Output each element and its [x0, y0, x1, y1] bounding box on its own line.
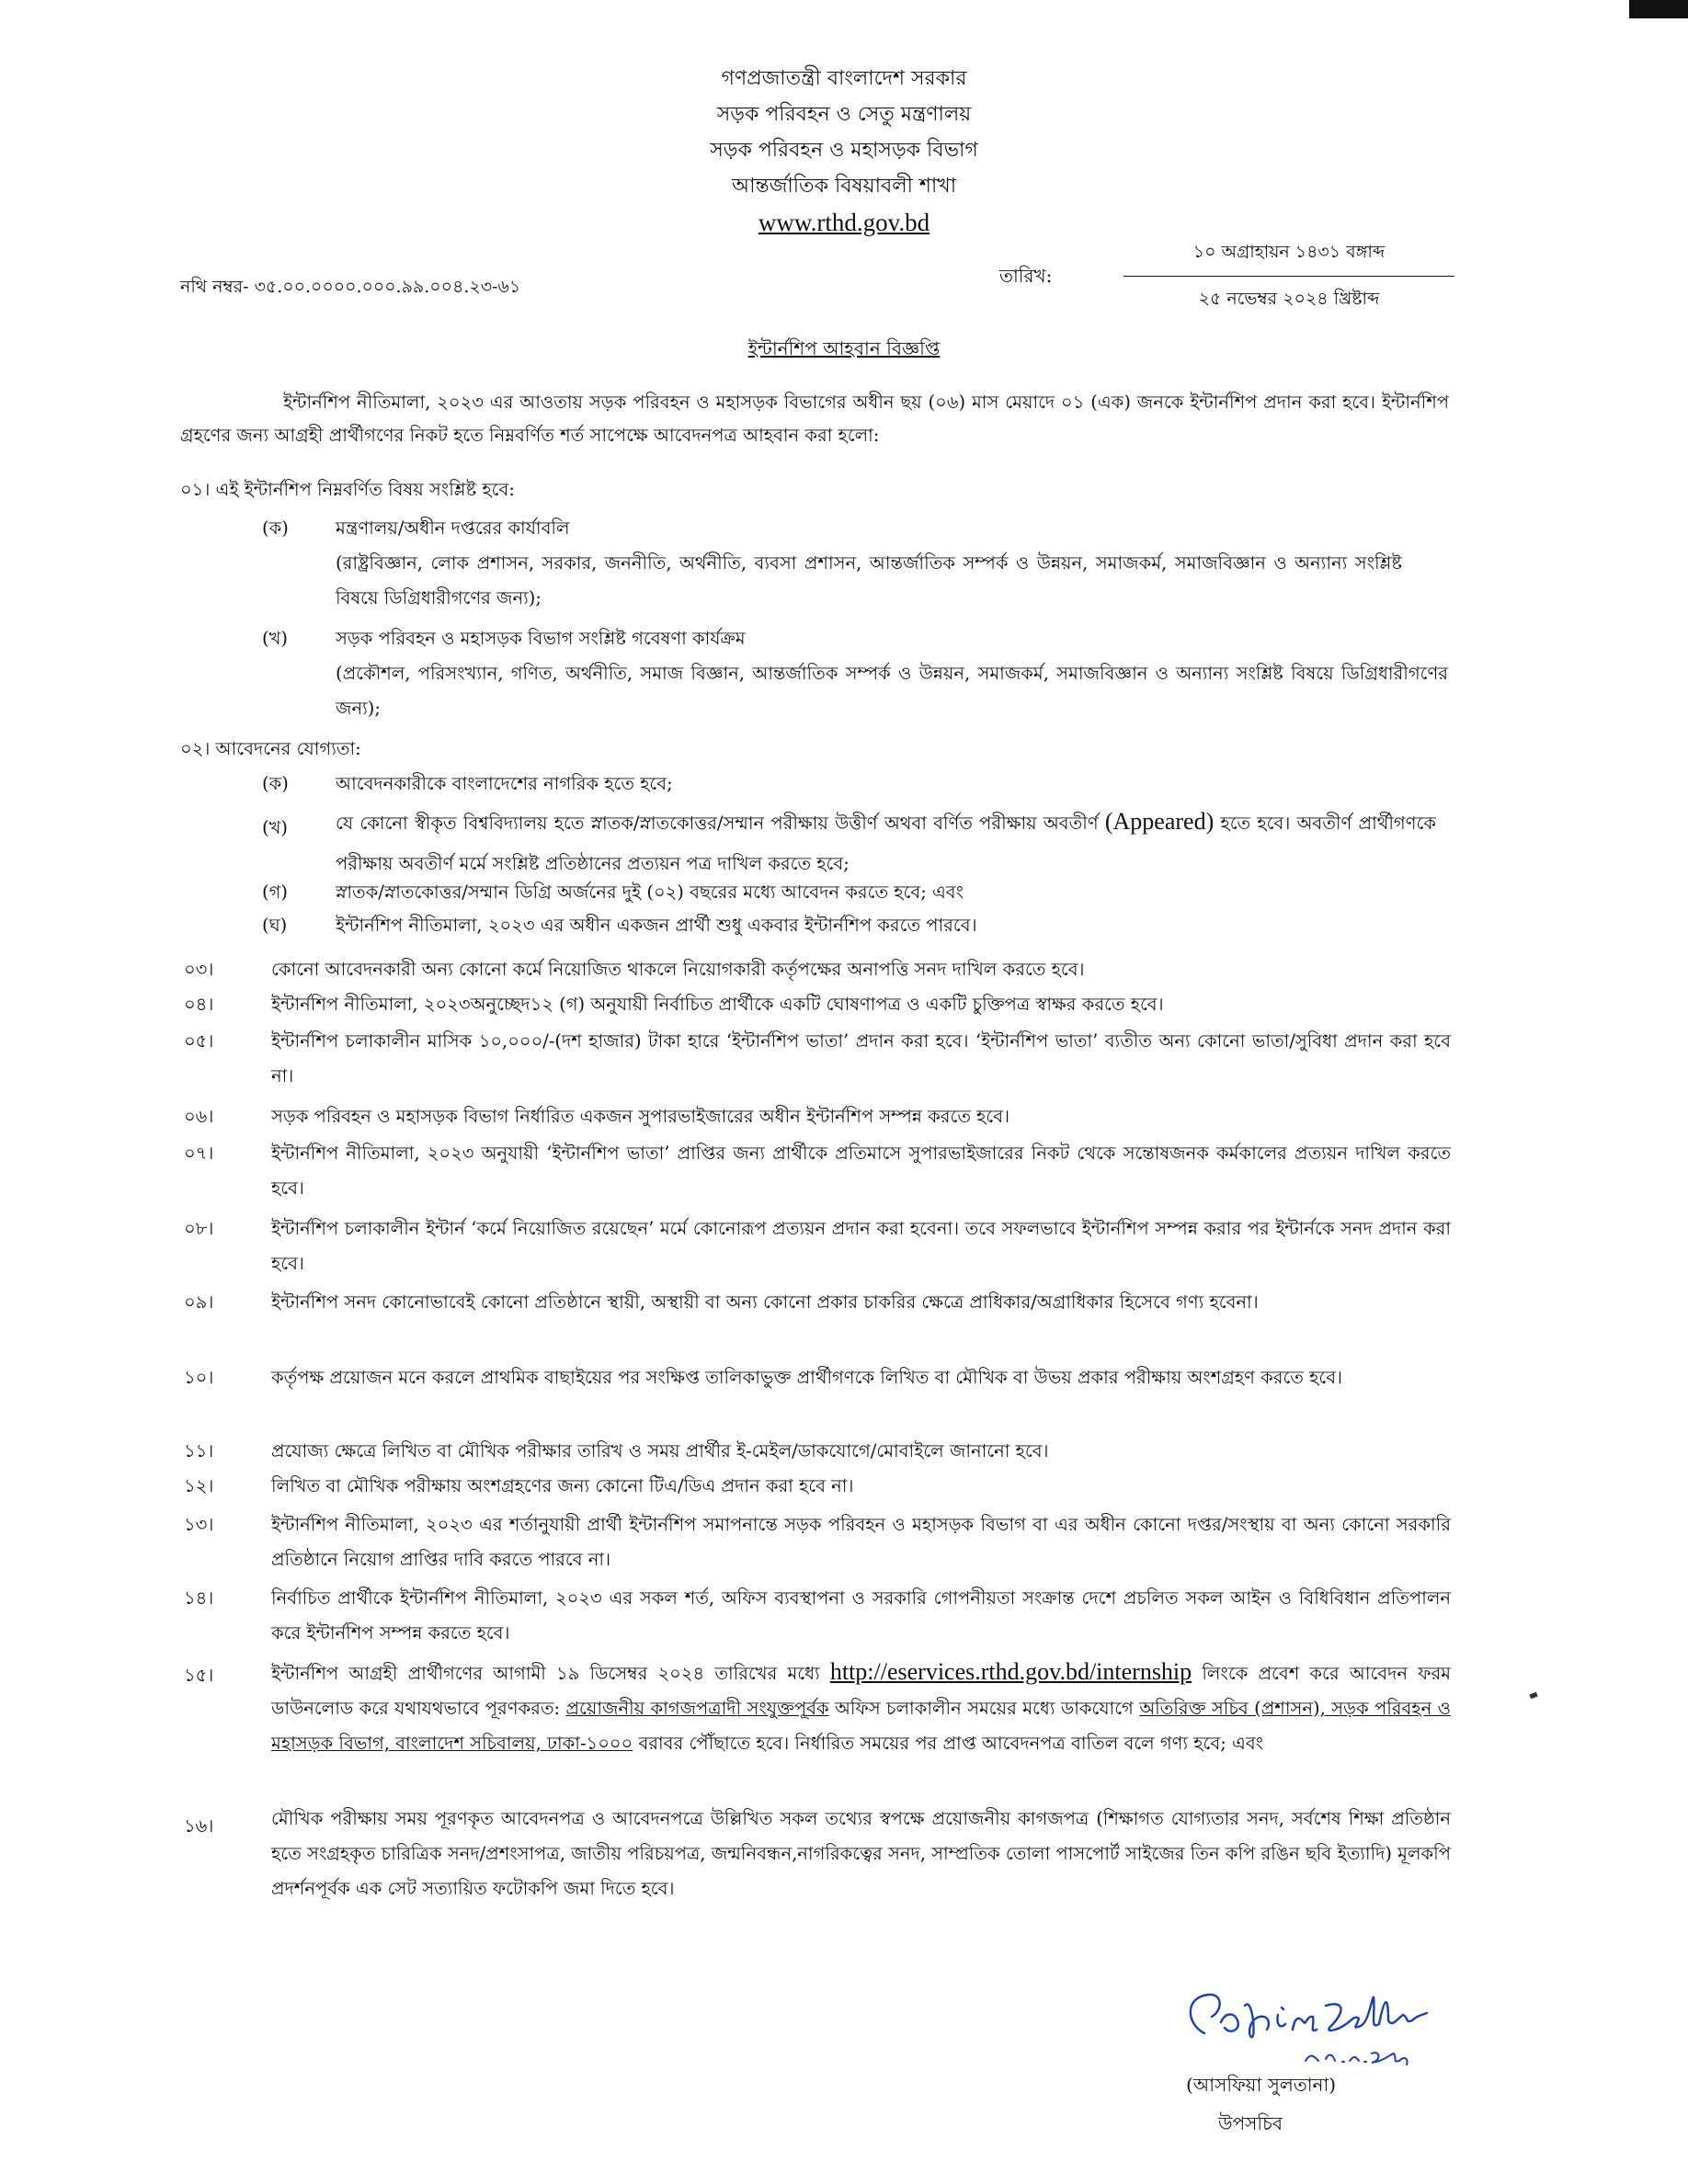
item-text: ইন্টার্নশিপ আগ্রহী প্রার্থীগণের আগামী ১৯ ডিসেম্বর ২০২৪ তারিখের মধ্যে http://eservices.rthd.gov.bd/internship লিংকে প্রবেশ করে আবেদন ফরম ডাউনলোড করে যথাযথভাবে পূরণকরত: প্রয়োজনীয় কাগজপত্রাদী সংযুক্তপূর্বক অফিস চলাকালীন সময়ের মধ্যে ডাকযোগে অতিরিক্ত সচিব (প্রশাসন), সড়ক পরিবহন ও মহাসড়ক বিভাগ, বাংলাদেশ সচিবালয়, ঢাকা-১০০০ বরাবর পৌঁছাতে হবে। নির্ধারিত সময়ের পর প্রাপ্ত আবেদনপত্র বাতিল বলে গণ্য হবে; এবং — [271, 1658, 1452, 1754]
item-number: ১৪। — [184, 1587, 214, 1609]
date-divider — [1123, 276, 1454, 277]
item-marker: (খ) — [262, 817, 289, 838]
item-marker: (খ) — [262, 628, 289, 649]
item-text: স্নাতক/স্নাতকোত্তর/সম্মান ডিগ্রি অর্জনের দুই (০২) বছরের মধ্যে আবেদন করতে হবে; এবং — [336, 882, 964, 903]
item-number: ১২। — [184, 1475, 214, 1496]
item-title: মন্ত্রণালয়/অধীন দপ্তরের কার্যাবলি — [336, 518, 570, 539]
item-text: কর্তৃপক্ষ প্রয়োজন মনে করলে প্রাথমিক বাছাইয়ের পর সংক্ষিপ্ত তালিকাভুক্ত প্রার্থীগণকে লিখিত বা মৌখিক বা উভয় প্রকার পরীক্ষায় অংশগ্রহণ করতে হবে। — [271, 1367, 1343, 1388]
item-text: ইন্টার্নশিপ নীতিমালা, ২০২৩ এর শর্তানুযায়ী প্রার্থী ইন্টার্নশিপ সমাপনান্তে সড়ক পরিবহন ও মহাসড়ক বিভাগ বা এর অধীন কোনো দপ্তর/সংস্থায় বা অন্য কোনো সরকারি প্রতিষ্ঠানে নিয়োগ প্রাপ্তির দাবি করতে পারবে না। — [271, 1514, 1451, 1570]
item-number: ০৪। — [184, 994, 214, 1015]
intro-paragraph: ইন্টার্নশিপ নীতিমালা, ২০২৩ এর আওতায় সড়ক পরিবহন ও মহাসড়ক বিভাগের অধীন ছয় (০৬) মাস মেয়াদে ০১ (এক) জনকে ইন্টার্নশিপ প্রদান করা হবে। ইন্টার্নশিপ গ্রহণের জন্য আগ্রহী প্রার্থীগণের নিকট হতে নিম্নবর্ণিত শর্ত সাপেক্ষে আবেদনপত্র আহবান করা হলো: — [180, 392, 1449, 446]
item-text: ইন্টার্নশিপ সনদ কোনোভাবেই কোনো প্রতিষ্ঠানে স্থায়ী, অস্থায়ী বা অন্য কোনো প্রকার চাকরির ক্ষেত্রে প্রাধিকার/অগ্রাধিকার হিসেবে গণ্য হবেনা। — [271, 1291, 1259, 1313]
item-text: কোনো আবেদনকারী অন্য কোনো কর্মে নিয়োজিত থাকলে নিয়োগকারী কর্তৃপক্ষের অনাপত্তি সনদ দাখিল করতে হবে। — [271, 959, 1085, 980]
date-block — [1123, 233, 1454, 315]
item-number: ১১। — [184, 1440, 214, 1462]
item-text: ইন্টার্নশিপ চলাকালীন মাসিক ১০,০০০/-(দশ হাজার) টাকা হারে ‘ইন্টার্নশিপ ভাতা’ প্রদান করা হবে। ‘ইন্টার্নশিপ ভাতা’ ব্যতীত অন্য কোনো ভাতা/সুবিধা প্রদান করা হবে না। — [271, 1030, 1451, 1086]
memo-number: নথি নম্বর- ৩৫.০০.০০০০.০০০.৯৯.০০৪.২৩-৬১ — [180, 277, 521, 297]
scan-speck — [1529, 1692, 1537, 1699]
signatory-designation: উপসচিব — [1218, 2112, 1283, 2134]
item-text: সড়ক পরিবহন ও মহাসড়ক বিভাগ নির্ধারিত একজন সুপারভাইজারের অধীন ইন্টার্নশিপ সম্পন্ন করতে হবে। — [271, 1106, 1010, 1127]
item-text: লিখিত বা মৌখিক পরীক্ষায় অংশগ্রহণের জন্য কোনো টিএ/ডিএ প্রদান করা হবে না। — [271, 1475, 854, 1496]
item-number: ১০। — [184, 1367, 214, 1388]
item-detail: (রাষ্ট্রবিজ্ঞান, লোক প্রশাসন, সরকার, জননীতি, অর্থনীতি, ব্যবসা প্রশাসন, আন্তর্জাতিক সম্পর্ক ও উন্নয়ন, সমাজকর্ম, সমাজবিজ্ঞান ও অন্যান্য সংশ্লিষ্ট বিষয়ে ডিগ্রিধারীগণের জন্য); — [336, 552, 1402, 609]
branch-name: আন্তর্জাতিক বিষয়াবলী শাখা — [731, 175, 957, 198]
item-title: সড়ক পরিবহন ও মহাসড়ক বিভাগ সংশ্লিষ্ট গবেষণা কার্যক্রম — [336, 628, 746, 649]
section-2-heading: ০২। আবেদনের যোগ্যতা: — [180, 738, 361, 759]
item-marker: (ঘ) — [262, 915, 288, 936]
item-number: ১৬। — [184, 1815, 214, 1837]
item-number: ০৯। — [184, 1291, 214, 1313]
item-text: নির্বাচিত প্রার্থীকে ইন্টার্নশিপ নীতিমালা, ২০২৩ এর সকল শর্ত, অফিস ব্যবস্থাপনা ও সরকারি গোপনীয়তা সংক্রান্ত দেশে প্রচলিত সকল আইন ও বিধিবিধান প্রতিপালন করে ইন্টার্নশিপ সম্পন্ন করতে হবে। — [271, 1587, 1451, 1644]
govt-name: গণপ্রজাতন্ত্রী বাংলাদেশ সরকার — [721, 67, 967, 90]
date-gregorian: ২৫ নভেম্বর ২০২৪ খ্রিষ্টাব্দ — [1198, 289, 1380, 309]
item-number: ১৫। — [184, 1665, 214, 1686]
letterhead — [0, 61, 1688, 241]
handwritten-signature — [1168, 1969, 1443, 2070]
item-number: ০৩। — [184, 959, 214, 980]
item-number: ০৮। — [184, 1218, 214, 1239]
item-text: ইন্টার্নশিপ নীতিমালা, ২০২৩অনুচ্ছেদ১২ (গ) অনুযায়ী নির্বাচিত প্রার্থীকে একটি ঘোষণাপত্র ও একটি চুক্তিপত্র স্বাক্ষর করতে হবে। — [271, 994, 1164, 1015]
signatory-name: (আসফিয়া সুলতানা) — [1186, 2074, 1337, 2096]
scan-corner-mark — [1629, 0, 1688, 18]
item-marker: (গ) — [262, 882, 288, 903]
website-link[interactable]: www.rthd.gov.bd — [758, 209, 930, 236]
item-number: ০৬। — [184, 1106, 214, 1127]
item-text: ইন্টার্নশিপ নীতিমালা, ২০২৩ অনুযায়ী ‘ইন্টার্নশিপ ভাতা’ প্রাপ্তির জন্য প্রার্থীকে প্রতিমাসে সুপারভাইজারের নিকট থেকে সন্তোষজনক কর্মকালের প্রত্যয়ন দাখিল করতে হবে। — [271, 1143, 1451, 1199]
item-detail: (প্রকৌশল, পরিসংখ্যান, গণিত, অর্থনীতি, সমাজ বিজ্ঞান, আন্তর্জাতিক সম্পর্ক ও উন্নয়ন, সমাজকর্ম, সমাজবিজ্ঞান ও অন্যান্য সংশ্লিষ্ট বিষয়ে ডিগ্রিধারীগণের জন্য); — [336, 663, 1448, 719]
section-1-heading: ০১। এই ইন্টার্নশিপ নিম্নবর্ণিত বিষয় সংশ্লিষ্ট হবে: — [180, 479, 515, 500]
item-text: মৌখিক পরীক্ষায় সময় পূরণকৃত আবেদনপত্র ও আবেদনপত্রে উল্লিখিত সকল তথ্যের স্বপক্ষে প্রয়োজনীয় কাগজপত্র (শিক্ষাগত যোগ্যতার সনদ, সর্বশেষ শিক্ষা প্রতিষ্ঠান হতে সংগ্রহকৃত চারিত্রিক সনদ/প্রশংসাপত্র, জাতীয় পরিচয়পত্র, জন্মনিবন্ধন,নাগরিকত্বের সনদ, সাম্প্রতিক তোলা পাসপোর্ট সাইজের তিন কপি রঙিন ছবি ইত্যাদি) মূলকপি প্রদর্শনপূর্বক এক সেট সত্যায়িত ফটোকপি জমা দিতে হবে। — [271, 1808, 1451, 1899]
internship-portal-link[interactable]: http://eservices.rthd.gov.bd/internship — [829, 1658, 1192, 1685]
item-marker: (ক) — [262, 518, 289, 539]
item-number: ০৭। — [184, 1143, 214, 1164]
item-number: ১৩। — [184, 1514, 214, 1535]
item-text: ইন্টার্নশিপ নীতিমালা, ২০২৩ এর অধীন একজন প্রার্থী শুধু একবার ইন্টার্নশিপ করতে পারবে। — [336, 915, 977, 936]
item-number: ০৫। — [184, 1030, 214, 1052]
item-text: ইন্টার্নশিপ চলাকালীন ইন্টার্ন ‘কর্মে নিয়োজিত রয়েছেন’ মর্মে কোনোরূপ প্রত্যয়ন প্রদান করা হবেনা। তবে সফলভাবে ইন্টার্নশিপ সম্পন্ন করার পর ইন্টার্নকে সনদ প্রদান করা হবে। — [271, 1218, 1451, 1274]
date-bangla: ১০ অগ্রাহায়ন ১৪৩১ বঙ্গাব্দ — [1192, 242, 1386, 262]
date-label: তারিখ: — [999, 265, 1053, 287]
item-text: যে কোনো স্বীকৃত বিশ্ববিদ্যালয় হতে স্নাতক/স্নাতকোত্তর/সম্মান পরীক্ষায় উত্তীর্ণ অথবা বর্ণিত পরীক্ষায় অবতীর্ণ (Appeared) হতে হবে। অবতীর্ণ প্রার্থীগণকে পরীক্ষায় অবতীর্ণ মর্মে সংশ্লিষ্ট প্রতিষ্ঠানের প্রত্যয়ন পত্র দাখিল করতে হবে; — [336, 808, 1436, 874]
item-text: আবেদনকারীকে বাংলাদেশের নাগরিক হতে হবে; — [336, 773, 673, 794]
ministry-name: সড়ক পরিবহন ও সেতু মন্ত্রণালয় — [716, 103, 972, 126]
division-name: সড়ক পরিবহন ও মহাসড়ক বিভাগ — [710, 139, 978, 162]
item-marker: (ক) — [262, 773, 289, 794]
item-text: প্রযোজ্য ক্ষেত্রে লিখিত বা মৌখিক পরীক্ষার তারিখ ও সময় প্রার্থীর ই-মেইল/ডাকযোগে/মোবাইলে জানানো হবে। — [271, 1440, 1049, 1462]
notice-title: ইন্টার্নশিপ আহবান বিজ্ঞপ্তি — [747, 337, 941, 359]
